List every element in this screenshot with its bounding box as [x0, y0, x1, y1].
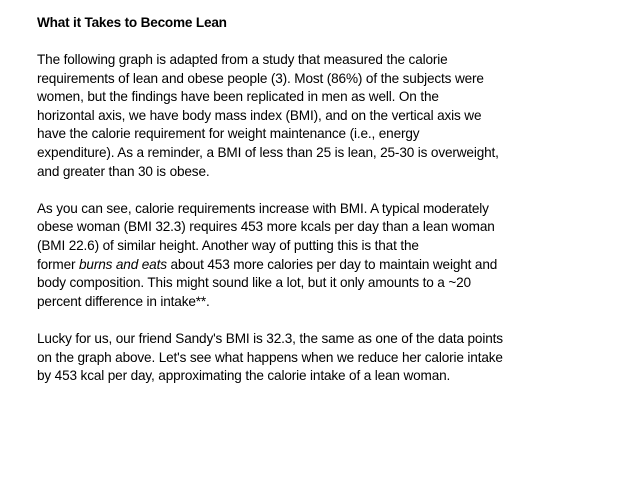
- text-line: Lucky for us, our friend Sandy's BMI is 32.3, the same as one of the data points: [37, 330, 503, 346]
- text-line-with-emphasis: [37, 256, 633, 275]
- text-line: have the calorie requirement for weight maintenance (i.e., energy: [37, 126, 420, 142]
- text-line: expenditure). As a reminder, a BMI of less than 25 is lean, 25-30 is overweight,: [37, 144, 499, 160]
- emphasis-text: burns and eats: [79, 256, 167, 272]
- document-page: [37, 14, 633, 386]
- paragraph-sandy: [37, 330, 633, 386]
- text-segment: about 453 more calories per day to maintain weight and: [166, 256, 498, 272]
- text-line: by 453 kcal per day, approximating the calorie intake of a lean woman.: [37, 368, 451, 384]
- text-line: body composition. This might sound like a lot, but it only amounts to a ~20: [37, 275, 471, 291]
- paragraph-calorie-requirements: [37, 200, 633, 312]
- text-line: As you can see, calorie requirements increase with BMI. A typical moderately: [37, 200, 489, 216]
- paragraph-intro: [37, 51, 633, 181]
- text-line: and greater than 30 is obese.: [37, 163, 210, 179]
- text-line: women, but the findings have been replicated in men as well. On the: [37, 89, 439, 105]
- text-segment: former: [37, 256, 80, 272]
- text-line: requirements of lean and obese people (3). Most (86%) of the subjects were: [37, 70, 484, 86]
- text-line: The following graph is adapted from a study that measured the calorie: [37, 52, 448, 67]
- section-title: What it Takes to Become Lean: [37, 15, 227, 30]
- text-line: obese woman (BMI 32.3) requires 453 more kcals per day than a lean woman: [37, 219, 495, 235]
- text-line: on the graph above. Let's see what happens when we reduce her calorie intake: [37, 349, 503, 365]
- text-line: (BMI 22.6) of similar height. Another way of putting this is that the: [37, 237, 419, 253]
- text-line: percent difference in intake**.: [37, 293, 210, 309]
- text-line: horizontal axis, we have body mass index (BMI), and on the vertical axis we: [37, 107, 482, 123]
